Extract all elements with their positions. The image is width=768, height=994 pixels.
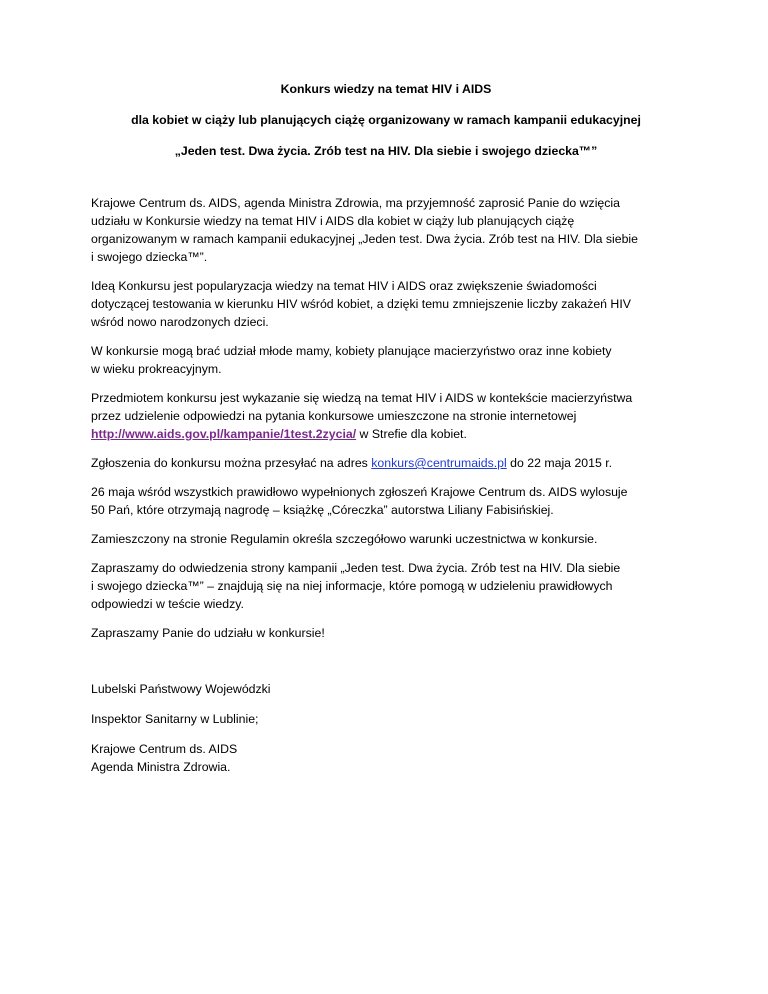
- paragraph-subject-text: Przedmiotem konkursu jest wykazanie się wiedzą na temat HIV i AIDS w kontekście macierzyństwa przez udzielenie odpowiedzi na pytania konkursowe umieszczone na stronie internetowej: [91, 391, 633, 423]
- title-line-2: dla kobiet w ciąży lub planujących ciążę organizowany w ramach kampanii edukacyjnej: [131, 113, 641, 127]
- document-content: [91, 80, 681, 776]
- paragraph-draw: 26 maja wśród wszystkich prawidłowo wypełnionych zgłoszeń Krajowe Centrum ds. AIDS wylosuje 50 Pań, które otrzymają nagrodę – książkę „Córeczka” autorstwa Liliany Fabisińskiej.: [91, 485, 628, 517]
- paragraph-subject: [91, 389, 681, 443]
- paragraph-idea: Ideą Konkursu jest popularyzacja wiedzy na temat HIV i AIDS oraz zwiększenie świadomości dotyczącej testowania w kierunku HIV wśród kobiet, a dzięki temu zmniejszenie liczby zakażeń HIV wśród nowo narodzonych dzieci.: [91, 279, 631, 329]
- email-link[interactable]: konkurs@centrumaids.pl: [371, 456, 507, 470]
- paragraph-closing: Zapraszamy Panie do udziału w konkursie!: [91, 626, 325, 640]
- signature-line-2: Inspektor Sanitarny w Lublinie;: [91, 712, 259, 726]
- paragraph-invitation: Krajowe Centrum ds. AIDS, agenda Ministra Zdrowia, ma przyjemność zaprosić Panie do wzięcia udziału w Konkursie wiedzy na temat HIV i AIDS dla kobiet w ciąży lub planujących ciążę organizowanym w ramach kampanii edukacyjnej „Jeden test. Dwa życia. Zrób test na HIV. Dla siebie i swojego dziecka™”.: [91, 196, 639, 264]
- paragraph-visit: Zapraszamy do odwiedzenia strony kampanii „Jeden test. Dwa życia. Zrób test na HIV. Dla siebie i swojego dziecka™” – znajdują się na niej informacje, które pomogą w udzieleniu prawidłowych odpowiedzi w teście wiedzy.: [91, 561, 621, 611]
- submissions-text-after: do 22 maja 2015 r.: [506, 456, 613, 470]
- paragraph-participants: W konkursie mogą brać udział młode mamy, kobiety planujące macierzyństwo oraz inne kobiety w wieku prokreacyjnym.: [91, 344, 612, 376]
- title-line-3: „Jeden test. Dwa życia. Zrób test na HIV. Dla siebie i swojego dziecka™”: [174, 144, 598, 158]
- paragraph-submissions: [91, 454, 681, 472]
- paragraph-rules: Zamieszczony na stronie Regulamin określa szczegółowo warunki uczestnictwa w konkursie.: [91, 532, 598, 546]
- campaign-link[interactable]: http://www.aids.gov.pl/kampanie/1test.2zycia/: [91, 427, 357, 441]
- title-line-1: Konkurs wiedzy na temat HIV i AIDS: [280, 82, 492, 96]
- submissions-text-before: Zgłoszenia do konkursu można przesyłać na adres: [91, 456, 372, 470]
- signature-line-3: Krajowe Centrum ds. AIDS Agenda Ministra Zdrowia.: [91, 742, 238, 774]
- signature-line-1: Lubelski Państwowy Wojewódzki: [91, 682, 271, 696]
- paragraph-subject-after: w Strefie dla kobiet.: [356, 427, 467, 441]
